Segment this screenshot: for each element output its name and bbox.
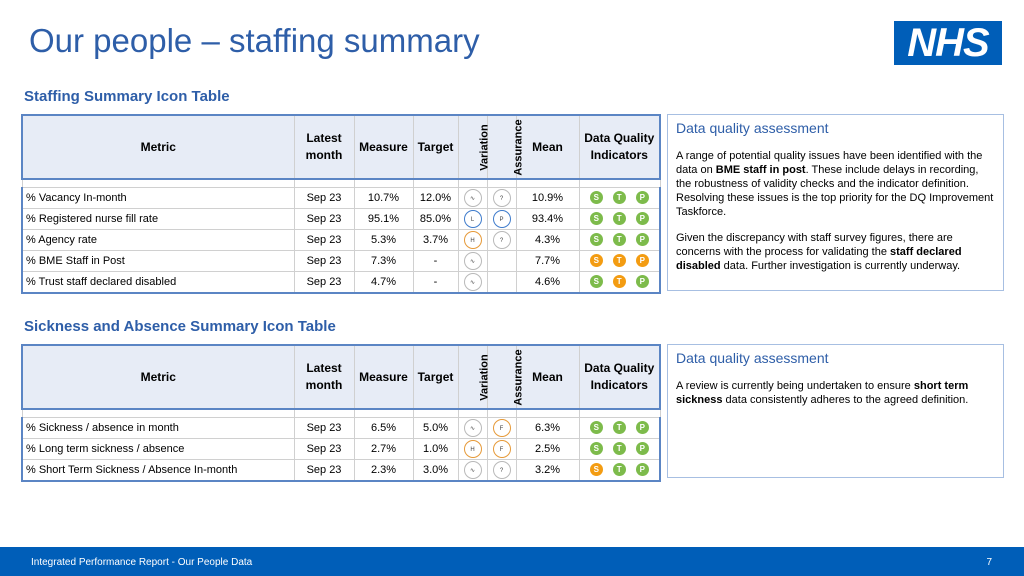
- hit-and-miss-icon: ?: [493, 189, 511, 207]
- variation-cell: [458, 187, 487, 208]
- dq-p-badge: P: [636, 191, 649, 204]
- sickness-dq-assessment: [667, 344, 1004, 478]
- nhs-logo: NHS: [894, 21, 1002, 65]
- latest-month-column-header: Latest month: [294, 345, 354, 409]
- staffing-table: [21, 114, 661, 294]
- latest-month-cell: Sep 23: [294, 229, 354, 250]
- dq-column-header: Data Quality Indicators: [579, 115, 660, 179]
- mean-cell: 93.4%: [516, 208, 579, 229]
- latest-month-cell: Sep 23: [294, 438, 354, 459]
- assurance-cell: [487, 229, 516, 250]
- dq-p-badge: P: [636, 254, 649, 267]
- table-row: [22, 208, 660, 229]
- measure-cell: 10.7%: [354, 187, 413, 208]
- variation-column-header: [458, 345, 491, 409]
- dq-indicators-cell: [579, 250, 660, 271]
- sickness-section-title: Sickness and Absence Summary Icon Table: [24, 318, 336, 335]
- dq-s-badge: S: [590, 233, 603, 246]
- dq-indicators-cell: [579, 438, 660, 459]
- metric-cell: % Short Term Sickness / Absence In-month: [22, 459, 294, 481]
- dq-t-badge: T: [613, 191, 626, 204]
- table-row: [22, 271, 660, 293]
- latest-month-cell: Sep 23: [294, 250, 354, 271]
- measure-cell: 2.7%: [354, 438, 413, 459]
- measure-cell: 4.7%: [354, 271, 413, 293]
- dq-p-badge: P: [636, 212, 649, 225]
- assurance-header-label: Assurance: [512, 349, 525, 406]
- assurance-cell: [487, 417, 516, 438]
- target-cell: 5.0%: [413, 417, 458, 438]
- variation-cell: [458, 250, 487, 271]
- sickness-dq-paragraph-1: A review is currently being undertaken to ensure short term sickness data consistently adheres to the agreed definition.: [676, 380, 969, 406]
- measure-cell: 2.3%: [354, 459, 413, 481]
- hit-and-miss-icon: ?: [493, 461, 511, 479]
- assurance-cell: [487, 459, 516, 481]
- variation-header-label: Variation: [478, 124, 491, 171]
- latest-month-cell: Sep 23: [294, 208, 354, 229]
- mean-cell: 3.2%: [516, 459, 579, 481]
- dq-t-badge: T: [613, 254, 626, 267]
- dq-indicators-cell: [579, 187, 660, 208]
- measure-column-header: Measure: [354, 345, 413, 409]
- target-cell: -: [413, 250, 458, 271]
- common-cause-icon: ∿: [464, 189, 482, 207]
- table-row: [22, 187, 660, 208]
- dq-s-badge: S: [590, 191, 603, 204]
- footer-text: Integrated Performance Report - Our People Data: [31, 557, 253, 568]
- dq-s-badge: S: [590, 212, 603, 225]
- target-cell: 12.0%: [413, 187, 458, 208]
- special-cause-low-icon: L: [464, 210, 482, 228]
- target-cell: 3.7%: [413, 229, 458, 250]
- dq-p-badge: P: [636, 463, 649, 476]
- sickness-table: [21, 344, 661, 482]
- metric-cell: % Vacancy In-month: [22, 187, 294, 208]
- special-cause-concern-icon: H: [464, 440, 482, 458]
- mean-cell: 4.6%: [516, 271, 579, 293]
- assurance-cell: [487, 438, 516, 459]
- common-cause-icon: ∿: [464, 252, 482, 270]
- measure-cell: 6.5%: [354, 417, 413, 438]
- target-cell: 1.0%: [413, 438, 458, 459]
- staffing-dq-paragraph-1: A range of potential quality issues have been identified with the data on BME staff in post. These include delays in recording, the robustness of validity checks and the indicator definition. Resolving these issues is the top priority for the DQ Improvement Taskforce.: [676, 150, 994, 218]
- dq-s-badge: S: [590, 442, 603, 455]
- assurance-cell: [487, 208, 516, 229]
- dq-t-badge: T: [613, 463, 626, 476]
- dq-p-badge: P: [636, 421, 649, 434]
- mean-cell: 6.3%: [516, 417, 579, 438]
- measure-cell: 95.1%: [354, 208, 413, 229]
- target-column-header: Target: [413, 345, 458, 409]
- variation-cell: [458, 229, 487, 250]
- metric-cell: % Registered nurse fill rate: [22, 208, 294, 229]
- metric-cell: % Agency rate: [22, 229, 294, 250]
- dq-p-badge: P: [636, 442, 649, 455]
- measure-cell: 7.3%: [354, 250, 413, 271]
- common-cause-icon: ∿: [464, 273, 482, 291]
- sickness-dq-title: Data quality assessment: [676, 350, 829, 366]
- hit-and-miss-icon: ?: [493, 231, 511, 249]
- dq-p-badge: P: [636, 233, 649, 246]
- metric-column-header: Metric: [22, 345, 294, 409]
- mean-cell: 4.3%: [516, 229, 579, 250]
- mean-column-header: Mean: [516, 115, 579, 179]
- table-row: [22, 438, 660, 459]
- table-row: [22, 229, 660, 250]
- metric-cell: % BME Staff in Post: [22, 250, 294, 271]
- metric-cell: % Sickness / absence in month: [22, 417, 294, 438]
- metric-column-header: Metric: [22, 115, 294, 179]
- page-number: 7: [986, 557, 992, 568]
- dq-t-badge: T: [613, 442, 626, 455]
- latest-month-cell: Sep 23: [294, 271, 354, 293]
- variation-cell: [458, 208, 487, 229]
- footer: [0, 547, 1024, 576]
- mean-cell: 10.9%: [516, 187, 579, 208]
- dq-indicators-cell: [579, 271, 660, 293]
- dq-column-header: Data Quality Indicators: [579, 345, 660, 409]
- target-cell: 3.0%: [413, 459, 458, 481]
- target-cell: -: [413, 271, 458, 293]
- staffing-dq-paragraph-2: Given the discrepancy with staff survey figures, there are concerns with the process for validating the staff declared disabled data. Further investigation is currently underway.: [676, 232, 962, 272]
- latest-month-column-header: Latest month: [294, 115, 354, 179]
- table-row: [22, 250, 660, 271]
- page-title: Our people – staffing summary: [29, 22, 480, 59]
- dq-indicators-cell: [579, 459, 660, 481]
- table-row: [22, 417, 660, 438]
- metric-cell: % Long term sickness / absence: [22, 438, 294, 459]
- variation-header-label: Variation: [478, 354, 491, 401]
- dq-s-badge: S: [590, 421, 603, 434]
- fail-icon: F: [493, 419, 511, 437]
- staffing-section-title: Staffing Summary Icon Table: [24, 88, 230, 105]
- assurance-cell: [487, 271, 516, 293]
- variation-cell: [458, 417, 487, 438]
- common-cause-icon: ∿: [464, 461, 482, 479]
- assurance-cell: [487, 187, 516, 208]
- dq-indicators-cell: [579, 208, 660, 229]
- variation-cell: [458, 459, 487, 481]
- table-row: [22, 459, 660, 481]
- measure-cell: 5.3%: [354, 229, 413, 250]
- dq-t-badge: T: [613, 212, 626, 225]
- dq-t-badge: T: [613, 421, 626, 434]
- special-cause-concern-icon: H: [464, 231, 482, 249]
- mean-cell: 7.7%: [516, 250, 579, 271]
- latest-month-cell: Sep 23: [294, 459, 354, 481]
- dq-indicators-cell: [579, 417, 660, 438]
- mean-cell: 2.5%: [516, 438, 579, 459]
- pass-icon: P: [493, 210, 511, 228]
- measure-column-header: Measure: [354, 115, 413, 179]
- variation-cell: [458, 271, 487, 293]
- dq-s-badge: S: [590, 254, 603, 267]
- metric-cell: % Trust staff declared disabled: [22, 271, 294, 293]
- latest-month-cell: Sep 23: [294, 417, 354, 438]
- dq-p-badge: P: [636, 275, 649, 288]
- staffing-dq-assessment: [667, 114, 1004, 291]
- target-cell: 85.0%: [413, 208, 458, 229]
- common-cause-icon: ∿: [464, 419, 482, 437]
- assurance-cell: [487, 250, 516, 271]
- latest-month-cell: Sep 23: [294, 187, 354, 208]
- assurance-header-label: Assurance: [512, 119, 525, 176]
- staffing-dq-title: Data quality assessment: [676, 120, 829, 136]
- dq-s-badge: S: [590, 275, 603, 288]
- dq-t-badge: T: [613, 233, 626, 246]
- variation-cell: [458, 438, 487, 459]
- dq-t-badge: T: [613, 275, 626, 288]
- fail-icon: F: [493, 440, 511, 458]
- target-column-header: Target: [413, 115, 458, 179]
- mean-column-header: Mean: [516, 345, 579, 409]
- dq-indicators-cell: [579, 229, 660, 250]
- variation-column-header: [458, 115, 491, 179]
- dq-s-badge: S: [590, 463, 603, 476]
